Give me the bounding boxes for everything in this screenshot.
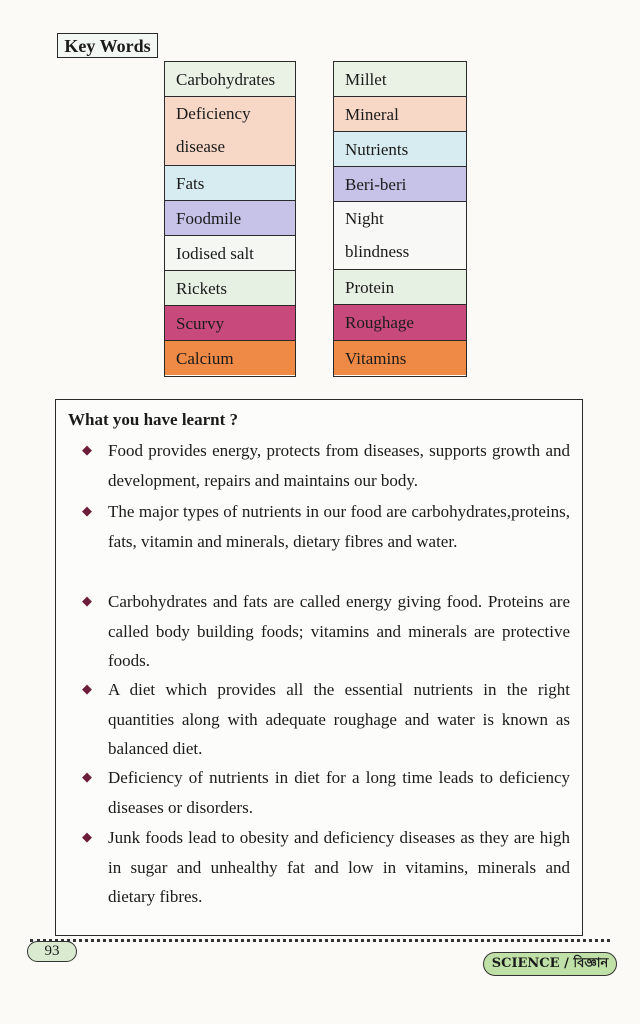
learnt-item: A diet which provides all the essential nutrients in the right quantities along with adequate roughage and water is known as balanced diet. <box>108 680 570 758</box>
keyword-line: Night <box>345 209 384 228</box>
keyword-line: blindness <box>345 242 410 261</box>
keyword-cell: Beri-beri <box>334 167 466 202</box>
key-words-heading: Key Words <box>57 33 158 58</box>
keyword-cell: Vitamins <box>334 341 466 375</box>
what-you-have-learnt-box <box>55 399 583 936</box>
keyword-cell: Millet <box>334 62 466 97</box>
keyword-cell: Protein <box>334 270 466 305</box>
keyword-cell <box>334 202 466 270</box>
page-number: 93 <box>27 941 77 962</box>
keyword-cell: Roughage <box>334 305 466 341</box>
learnt-item: Carbohydrates and fats are called energy giving food. Proteins are called body building foods; vitamins and minerals are protective foods. <box>108 592 570 670</box>
keyword-cell: Iodised salt <box>165 236 295 271</box>
learnt-item: Deficiency of nutrients in diet for a long time leads to deficiency diseases or disorders. <box>108 768 570 817</box>
learnt-item: Junk foods lead to obesity and deficiency diseases as they are high in sugar and unhealthy fat and low in vitamins, minerals and dietary fibres. <box>108 828 570 906</box>
diamond-bullet-icon: ◆ <box>82 503 92 518</box>
footer-divider <box>30 939 610 942</box>
diamond-bullet-icon: ◆ <box>82 593 92 608</box>
keyword-cell <box>165 97 295 166</box>
keyword-cell: Calcium <box>165 341 295 375</box>
key-words-table-right <box>333 61 467 377</box>
diamond-bullet-icon: ◆ <box>82 769 92 784</box>
keyword-cell: Mineral <box>334 97 466 132</box>
keyword-cell: Nutrients <box>334 132 466 167</box>
diamond-bullet-icon: ◆ <box>82 442 92 457</box>
keyword-cell: Carbohydrates <box>165 62 295 97</box>
learnt-item: Food provides energy, protects from diseases, supports growth and development, repairs and maintains our body. <box>108 441 570 490</box>
keyword-cell: Scurvy <box>165 306 295 341</box>
keyword-line: disease <box>176 137 226 156</box>
learnt-item: The major types of nutrients in our food are carbohydrates,proteins, fats, vitamin and minerals, dietary fibres and water. <box>108 502 570 551</box>
diamond-bullet-icon: ◆ <box>82 681 92 696</box>
keyword-cell: Fats <box>165 166 295 201</box>
key-words-table-left <box>164 61 296 377</box>
keyword-cell: Rickets <box>165 271 295 306</box>
keyword-line: Deficiency <box>176 104 251 123</box>
diamond-bullet-icon: ◆ <box>82 829 92 844</box>
keyword-cell: Foodmile <box>165 201 295 236</box>
learnt-title: What you have learnt ? <box>68 410 238 429</box>
subject-badge: SCIENCE / বিজ্ঞান <box>483 952 617 976</box>
